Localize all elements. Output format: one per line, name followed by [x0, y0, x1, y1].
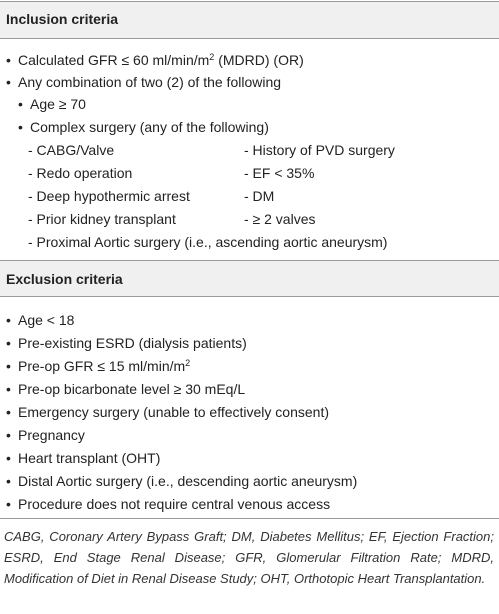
- exclusion-item: • Pre-op GFR ≤ 15 $ml/\min/m^2$: [6, 358, 191, 374]
- complex-right-item: - EF < 35%: [244, 165, 315, 181]
- inclusion-subitem-age: • Age ≥ 70: [18, 96, 86, 112]
- inclusion-header-rule: [0, 38, 499, 39]
- exclusion-item: • Heart transplant (OHT): [6, 450, 161, 466]
- exclusion-item: • Pregnancy: [6, 427, 85, 443]
- complex-item-proximal-aortic: - Proximal Aortic surgery (i.e., ascending aortic aneurysm): [28, 234, 388, 250]
- bullet-icon: •: [18, 119, 23, 135]
- inclusion-header: Inclusion criteria: [6, 11, 119, 27]
- complex-left-item: - CABG/Valve: [28, 142, 115, 158]
- complex-right-item: - History of PVD surgery: [244, 142, 395, 158]
- bullet-icon: •: [6, 74, 11, 90]
- bullet-icon: •: [18, 96, 23, 112]
- exclusion-item: • Emergency surgery (unable to effectively consent): [6, 404, 330, 420]
- complex-left-item: - Deep hypothermic arrest: [28, 188, 190, 204]
- bottom-rule: [0, 518, 499, 519]
- inclusion-subitem-complex-surgery: • Complex surgery (any of the following): [18, 119, 269, 135]
- bullet-icon: •: [6, 312, 11, 328]
- inclusion-item-combination: • Any combination of two (2) of the following: [6, 74, 282, 90]
- inclusion-item-gfr: • Calculated GFR ≤ 60 $ml/\min/m^2$ (MDRD) (OR): [6, 52, 304, 68]
- exclusion-item: • Pre-existing ESRD (dialysis patients): [6, 335, 247, 351]
- bullet-icon: •: [6, 381, 11, 397]
- complex-right-item: - ≥ 2 valves: [244, 211, 316, 227]
- complex-left-item: - Redo operation: [28, 165, 133, 181]
- bullet-icon: •: [6, 404, 11, 420]
- footnote: CABG, Coronary Artery Bypass Graft; DM, Diabetes Mellitus; EF, Ejection Fraction; ESRD, End Stage Renal Disease; GFR, Glomerular Filtration Rate; MDRD, Modification of Diet in Renal Disease Study; OHT, Orthotopic Heart Transplantation.: [4, 529, 494, 586]
- bullet-icon: •: [6, 358, 11, 374]
- bullet-icon: •: [6, 450, 11, 466]
- bullet-icon: •: [6, 473, 11, 489]
- exclusion-header: Exclusion criteria: [6, 271, 123, 287]
- exclusion-header-rule: [0, 296, 499, 297]
- bullet-icon: •: [6, 52, 11, 68]
- complex-right-item: - DM: [244, 188, 275, 204]
- exclusion-item: • Procedure does not require central venous access: [6, 496, 331, 512]
- exclusion-item: • Age < 18: [6, 312, 75, 328]
- complex-left-item: - Prior kidney transplant: [28, 211, 176, 227]
- exclusion-item: • Pre-op bicarbonate level ≥ 30 mEq/L: [6, 381, 246, 397]
- bullet-icon: •: [6, 335, 11, 351]
- bullet-icon: •: [6, 496, 11, 512]
- exclusion-item: • Distal Aortic surgery (i.e., descending aortic aneurysm): [6, 473, 358, 489]
- bullet-icon: •: [6, 427, 11, 443]
